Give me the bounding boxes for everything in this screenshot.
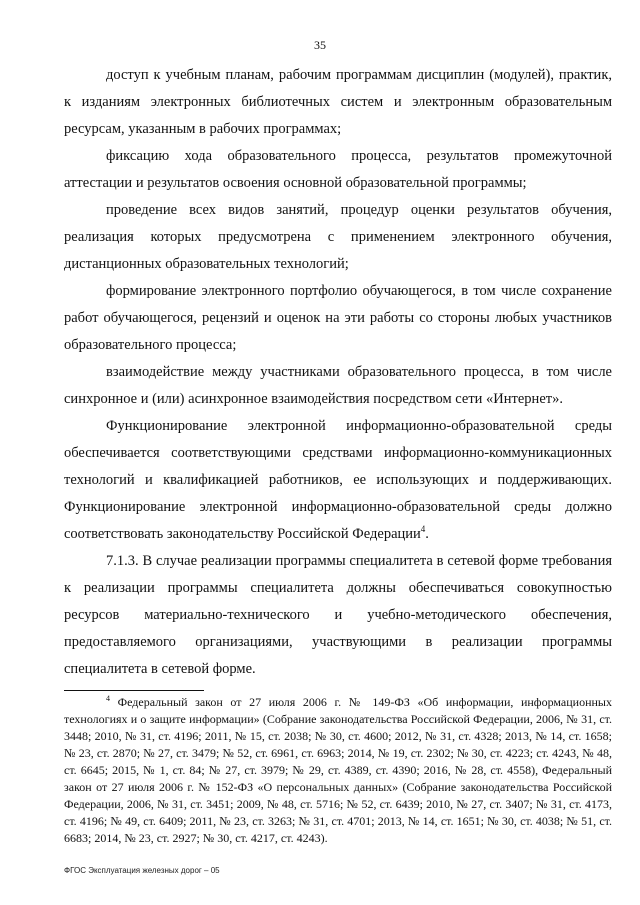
footnote-text: Федеральный закон от 27 июля 2006 г. № 149-ФЗ «Об информации, информационных технологиях и о защите информации» (Собрание законодательства Российской Федерации, 2006, № 31, ст. 3448; 2010, № 31, ст. 4196; 2011, № 15, ст. 2038; № 30, ст. 4600; 2012, № 31, ст. 4328; 2013, № 14, ст. 1658; № 23, ст. 2870; № 27, ст. 3479; № 52, ст. 6961, ст. 6963; 2014, № 19, ст. 2302; № 30, ст. 4223; ст. 4243, № 48, ст. 6645; 2015, № 1, ст. 84; № 27, ст. 3979; № 29, ст. 4389, ст. 4390; 2016, № 28, ст. 4558), Федеральный закон от 27 июля 2006 г. № 152-ФЗ «О персональных данных» (Собрание законодательства Российской Федерации, 2006, № 31, ст. 3451; 2009, № 48, ст. 5716; № 52, ст. 6439; 2010, № 27, ст. 3407; № 31, ст. 4173, ст. 4196; № 49, ст. 6409; 2011, № 23, ст. 3263; № 31, ст. 4701; 2013, № 14, ст. 1651; № 30, ст. 4038; № 51, ст. 6683; 2014, № 23, ст. 2927; № 30, ст. 4217, ст. 4243). (64, 695, 612, 845)
footnote-marker: 4 (106, 694, 110, 703)
page-number: 35 (314, 38, 326, 52)
paragraph-2: фиксацию хода образовательного процесса, результатов промежуточной аттестации и результатов освоения основной образовательной программы; (64, 148, 612, 191)
footnote-reference: 4 (420, 524, 426, 535)
paragraph-6-text: Функционирование электронной информационно-образовательной среды обеспечивается соответствующими средствами информационно-коммуникационных технологий и квалификацией работников, ее использующих и поддерживающих. Функционирование электронной информационно-образовательной среды должно соответствовать законодательству Российской Федерации (64, 418, 612, 542)
page-footer: ФГОС Эксплуатация железных дорог – 05 (64, 866, 220, 875)
paragraph-3: проведение всех видов занятий, процедур оценки результатов обучения, реализация которых предусмотрена с применением электронного обучения, дистанционных образовательных технологий; (64, 202, 612, 272)
paragraph-5: взаимодействие между участниками образовательного процесса, в том числе синхронное и (или) асинхронное взаимодействия посредством сети «Интернет». (64, 364, 612, 407)
paragraph-6 (64, 413, 612, 548)
paragraph-1: доступ к учебным планам, рабочим программам дисциплин (модулей), практик, к изданиям электронных библиотечных систем и электронным образовательным ресурсам, указанным в рабочих программах; (64, 67, 612, 137)
footnote-separator (64, 690, 204, 691)
paragraph-6-end: . (425, 526, 429, 542)
body-text (64, 62, 612, 683)
paragraph-4: формирование электронного портфолио обучающегося, в том числе сохранение работ обучающегося, рецензий и оценок на эти работы со стороны любых участников образовательного процесса; (64, 283, 612, 353)
paragraph-7: 7.1.3. В случае реализации программы специалитета в сетевой форме требования к реализации программы специалитета должны обеспечиваться совокупностью ресурсов материально-технического и учебно-методического обеспечения, предоставляемого организациями, участвующими в реализации программы специалитета в сетевой форме. (64, 553, 612, 677)
footnote (64, 694, 612, 847)
